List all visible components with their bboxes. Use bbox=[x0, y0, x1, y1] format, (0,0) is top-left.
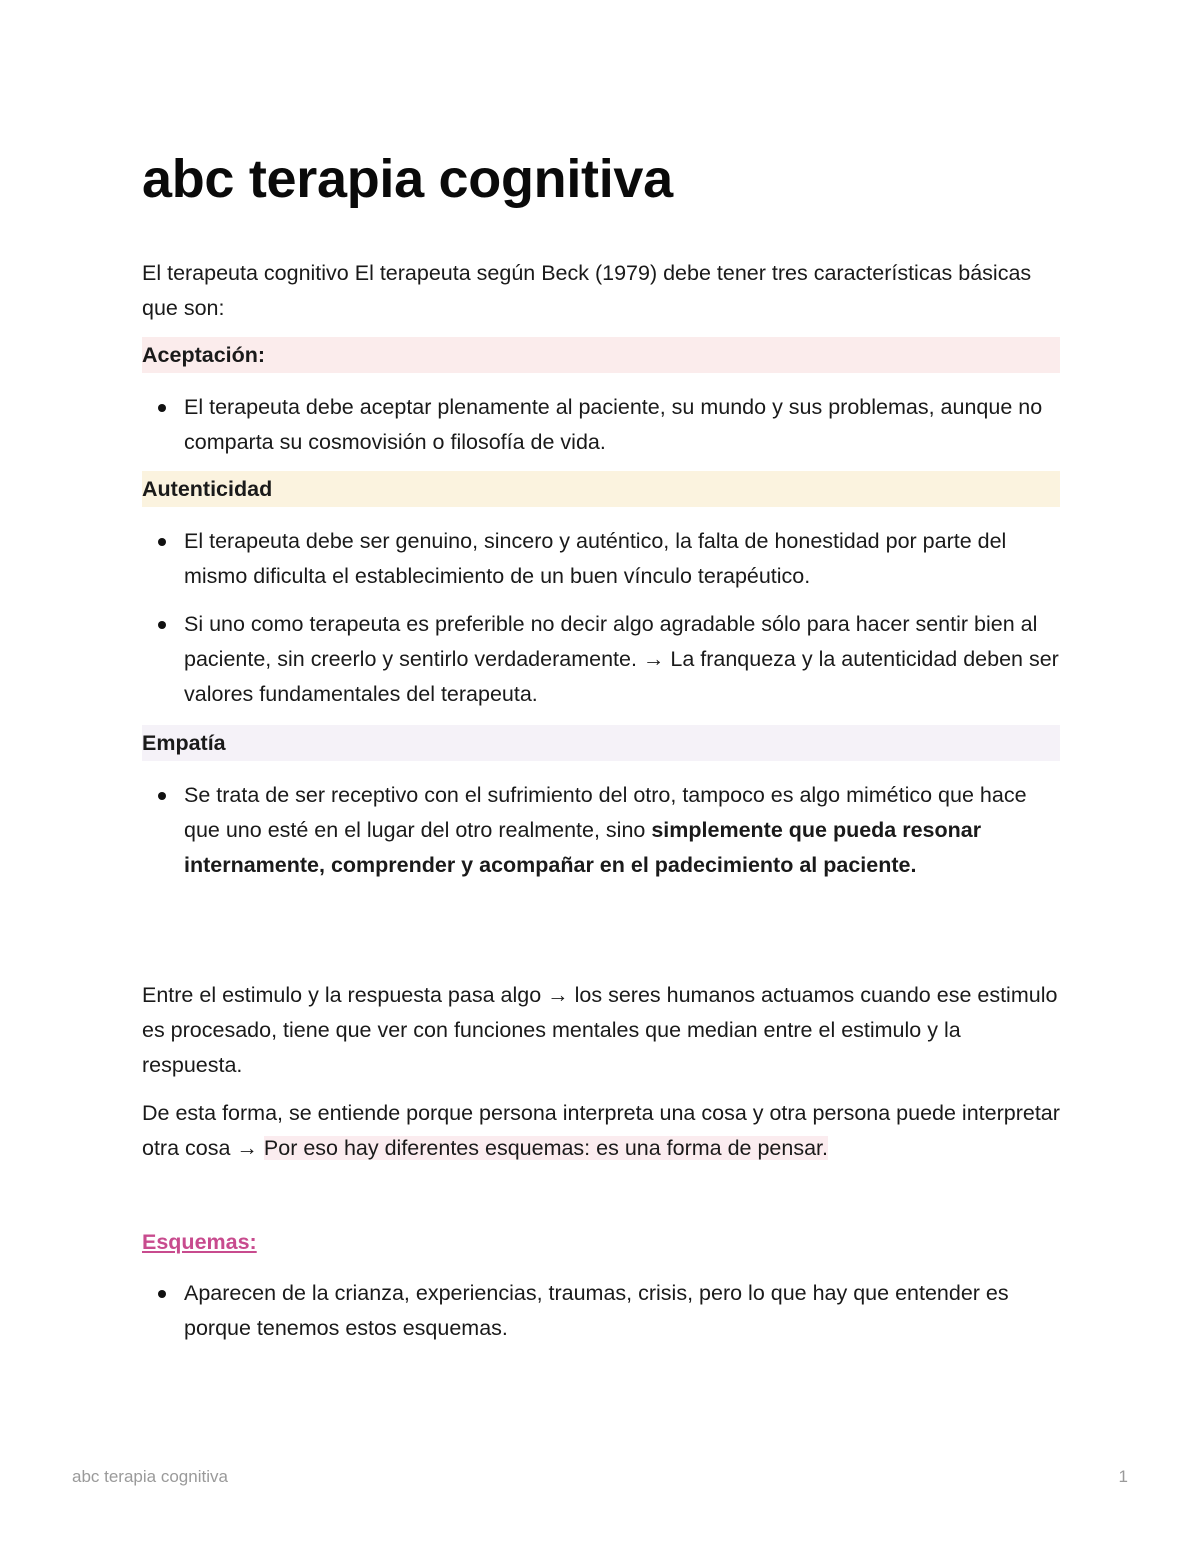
paragraph-estimulo: Entre el estimulo y la respuesta pasa algo → los seres humanos actuamos cuando ese estimulo es procesado, tiene que ver con funciones mentales que median entre el estimulo y la respuesta. bbox=[142, 983, 1058, 1077]
list-item bbox=[142, 390, 1060, 460]
empatia-text-plain: Se trata de ser receptivo con el sufrimiento del otro, tampoco es algo mimético que hace que uno esté en el lugar del otro realmente, sino bbox=[184, 783, 1027, 842]
list-item-text: El terapeuta debe ser genuino, sincero y auténtico, la falta de honestidad por parte del mismo dificulta el establecimiento de un buen vínculo terapéutico. bbox=[184, 529, 1007, 588]
paragraph-esquemas-highlight: Por eso hay diferentes esquemas: es una forma de pensar. bbox=[263, 1136, 829, 1160]
bullet-icon bbox=[158, 538, 166, 546]
bullet-icon bbox=[158, 621, 166, 629]
paragraph-esquemas-plain: De esta forma, se entiende porque persona interpreta una cosa y otra persona puede interpretar otra cosa → bbox=[142, 1101, 1060, 1160]
empatia-text-bold: simplemente que pueda resonar internamente, comprender y acompañar en el padecimiento al paciente. bbox=[184, 818, 982, 877]
bullet-icon bbox=[158, 1290, 166, 1298]
footer-page-number: 1 bbox=[1118, 1467, 1128, 1486]
list-item-text: Aparecen de la crianza, experiencias, traumas, crisis, pero lo que hay que entender es porque tenemos estos esquemas. bbox=[184, 1281, 1009, 1340]
intro-paragraph: El terapeuta cognitivo El terapeuta según Beck (1979) debe tener tres características básicas que son: bbox=[142, 261, 1032, 320]
paragraph-esquemas bbox=[142, 1096, 1060, 1166]
list-item bbox=[142, 1276, 1060, 1346]
bullet-icon bbox=[158, 404, 166, 412]
page-title: abc terapia cognitiva bbox=[142, 149, 673, 209]
list-item-text bbox=[184, 778, 1064, 883]
bullet-icon bbox=[158, 792, 166, 800]
heading-esquemas: Esquemas: bbox=[142, 1230, 257, 1254]
heading-empatia: Empatía bbox=[142, 725, 1060, 761]
heading-autenticidad: Autenticidad bbox=[142, 471, 1060, 507]
footer-title: abc terapia cognitiva bbox=[72, 1467, 228, 1486]
list-item bbox=[142, 607, 1060, 712]
heading-aceptacion: Aceptación: bbox=[142, 337, 1060, 373]
list-item-text: Si uno como terapeuta es preferible no decir algo agradable sólo para hacer sentir bien al paciente, sin creerlo y sentirlo verdaderamente. → La franqueza y la autenticidad deben ser valores fundamentales del terapeuta. bbox=[184, 612, 1059, 706]
list-item bbox=[142, 524, 1060, 594]
list-item bbox=[142, 778, 1060, 918]
list-item-text: El terapeuta debe aceptar plenamente al paciente, su mundo y sus problemas, aunque no comparta su cosmovisión o filosofía de vida. bbox=[184, 395, 1043, 454]
